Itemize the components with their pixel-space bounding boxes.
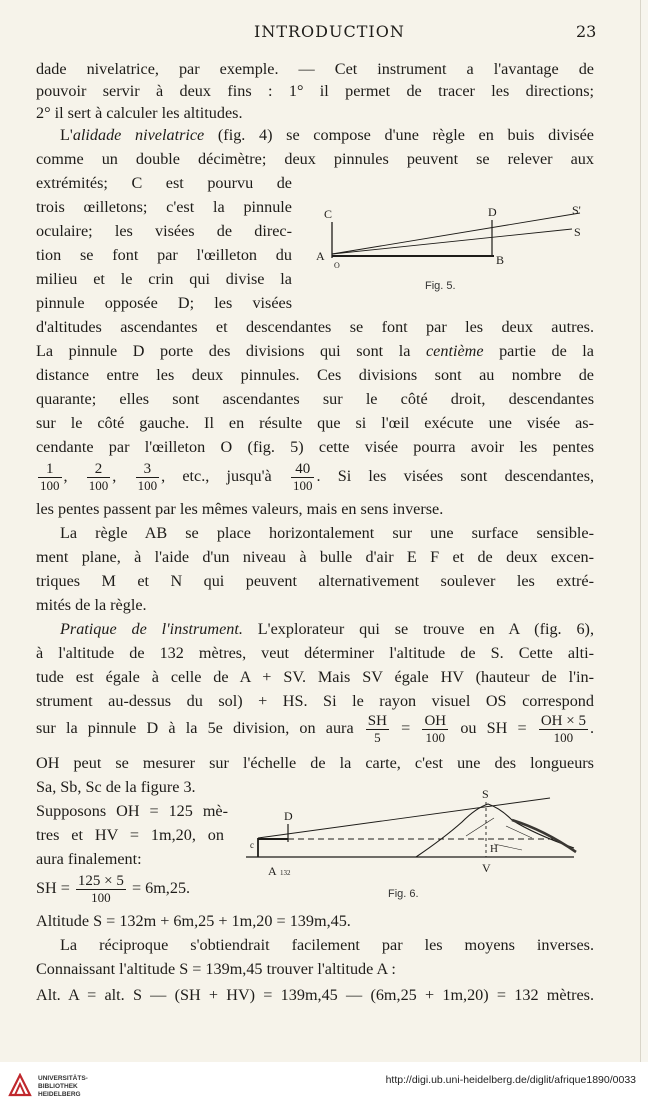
fraction-2-100: $\frac{2}{100}$	[88, 460, 109, 493]
university-library-logo-icon	[8, 1073, 32, 1097]
text-line: trois œilletons; c'est la pinnule	[36, 198, 292, 216]
text-line: pinnule opposée D; les visées	[36, 294, 292, 312]
text-line: 2° il sert à calculer les altitudes.	[36, 104, 243, 122]
text-span: L'explorateur qui se trouve en A (fig. 6),	[242, 620, 594, 638]
fraction-calc: $\frac{125 \times 5}{100}$	[77, 872, 124, 905]
fraction-sh-5: $\frac{SH}{5}$	[367, 712, 387, 745]
source-url-link[interactable]: http://digi.ub.uni-heidelberg.de/diglit/afrique1890/0033	[385, 1074, 636, 1086]
text-line: quarante; elles sont ascendantes sur le côté droit, descendantes	[36, 390, 594, 408]
text-line	[60, 124, 594, 146]
text-span: L'	[60, 126, 73, 144]
text-line: comme un double décimètre; deux pinnules peuvent se relever aux	[36, 150, 594, 168]
text-line: ment plane, à l'aide d'un niveau à bulle d'air E F et de deux excen-	[36, 548, 594, 566]
fig5-label-s: S	[574, 225, 581, 239]
text-line: aura finalement:	[36, 850, 142, 868]
text-line-calc: SH = $\frac{125 \times 5}{100}$ = 6m,25.	[36, 872, 191, 905]
text-line: mités de la règle.	[36, 596, 147, 614]
fraction-40-100: $\frac{40}{100}$	[292, 460, 313, 493]
text-line: Altitude S = 132m + 6m,25 + 1m,20 = 139m,45.	[36, 912, 351, 930]
text-line: Sa, Sb, Sc de la figure 3.	[36, 778, 196, 796]
term-alidade: alidade nivelatrice	[72, 126, 205, 144]
text-line: extrémités; C est pourvu de	[36, 174, 292, 192]
text-line: La règle AB se place horizontalement sur une surface sensible-	[60, 524, 594, 542]
text-line: les pentes passent par les mêmes valeurs, mais en sens inverse.	[36, 500, 444, 518]
library-name: UNIVERSITÄTS- BIBLIOTHEK HEIDELBERG	[38, 1075, 88, 1098]
text-line: tres et HV = 1m,20, on	[36, 826, 224, 844]
text-line: OH peut se mesurer sur l'échelle de la carte, c'est une des longueurs	[36, 754, 594, 772]
fraction-1-100: $\frac{1}{100}$	[40, 460, 60, 493]
text-span: partie de la	[483, 342, 594, 360]
figure-6	[244, 782, 584, 882]
text-line: Alt. A = alt. S — (SH + HV) = 139m,45 — (6m,25 + 1m,20) = 132 mètres.	[36, 986, 594, 1004]
text-line: milieu et le crin qui divise la	[36, 270, 292, 288]
text-line	[60, 618, 594, 640]
text-line: cendante par l'œilleton O (fig. 5) cette visée pourra avoir les pentes	[36, 438, 594, 456]
fig6-label-v: V	[482, 861, 491, 875]
text-line: distance entre les deux pinnules. Ces divisions sont au nombre de	[36, 366, 594, 384]
text-line: dade nivelatrice, par exemple. — Cet instrument a l'avantage de	[36, 60, 594, 78]
fig6-label-d: D	[284, 809, 293, 823]
term-pratique: Pratique de l'instrument.	[60, 620, 243, 638]
text-line: à l'altitude de 132 mètres, veut déterminer l'altitude de S. Cette alti-	[36, 644, 594, 662]
fig5-label-d: D	[488, 205, 497, 219]
fig6-label-a: A	[268, 864, 277, 878]
fig6-label-altitude: 132	[280, 869, 291, 877]
term-centieme: centième	[425, 342, 484, 360]
text-line: strument au-dessus du sol) + HS. Si le rayon visuel OS correspond	[36, 692, 594, 710]
text-line: sur le côté gauche. Il en résulte que si l'œil exécute une visée as-	[36, 414, 594, 432]
fig5-label-b: B	[496, 253, 505, 267]
figure-6-caption: Fig. 6.	[388, 888, 419, 900]
text-line: pouvoir servir à deux fins : 1° il permet de tracer les directions;	[36, 82, 594, 100]
fraction-ohx5-100: $\frac{OH \times 5}{100}$	[540, 712, 586, 745]
text-line: La réciproque s'obtiendrait facilement par les moyens inverses.	[60, 936, 594, 954]
fig5-label-a: A	[316, 249, 325, 263]
text-line: tude est égale à celle de A + SV. Mais SV égale HV (hauteur de l'in-	[36, 668, 594, 686]
digitization-footer	[0, 1062, 648, 1111]
text-line: oculaire; les visées de direc-	[36, 222, 292, 240]
fig6-label-h: H	[490, 843, 498, 855]
running-header-title: INTRODUCTION	[254, 22, 405, 41]
text-span: La pinnule D porte des divisions qui sont la	[36, 342, 426, 360]
fig5-label-c: C	[324, 207, 333, 221]
text-line-fractions: $\frac{1}{100}$ , $\frac{2}{100}$ , $\frac{3}{100}$ , etc., jusqu'à $\frac{40}{100}$ . Si les visées sont descendantes,	[40, 460, 595, 493]
fig6-label-s: S	[482, 787, 489, 801]
text-line: triques M et N qui peuvent alternativement soulever les extré-	[36, 572, 594, 590]
fig6-label-c: c	[250, 840, 254, 850]
fraction-3-100: $\frac{3}{100}$	[137, 460, 158, 493]
text-span: (fig. 4) se compose d'une règle en buis divisée	[204, 126, 594, 144]
text-line: Connaissant l'altitude S = 139m,45 trouver l'altitude A :	[36, 960, 396, 978]
text-line: Supposons OH = 125 mè-	[36, 802, 228, 820]
text-line: tion se font par l'œilleton du	[36, 246, 292, 264]
fraction-oh-100: $\frac{OH}{100}$	[424, 712, 447, 745]
page-number: 23	[576, 22, 597, 41]
text-line: d'altitudes ascendantes et descendantes se font par les deux autres.	[36, 318, 594, 336]
text-line-equation: sur la pinnule D à la 5e division, on aura $\frac{SH}{5}$ = $\frac{OH}{100}$ ou SH = $\frac{OH \times 5}{100}$ .	[36, 712, 595, 745]
figure-5-caption: Fig. 5.	[425, 280, 456, 292]
text-line	[36, 340, 594, 362]
fig5-label-o: O	[334, 261, 340, 270]
fig5-label-s-prime: S'	[572, 203, 581, 217]
